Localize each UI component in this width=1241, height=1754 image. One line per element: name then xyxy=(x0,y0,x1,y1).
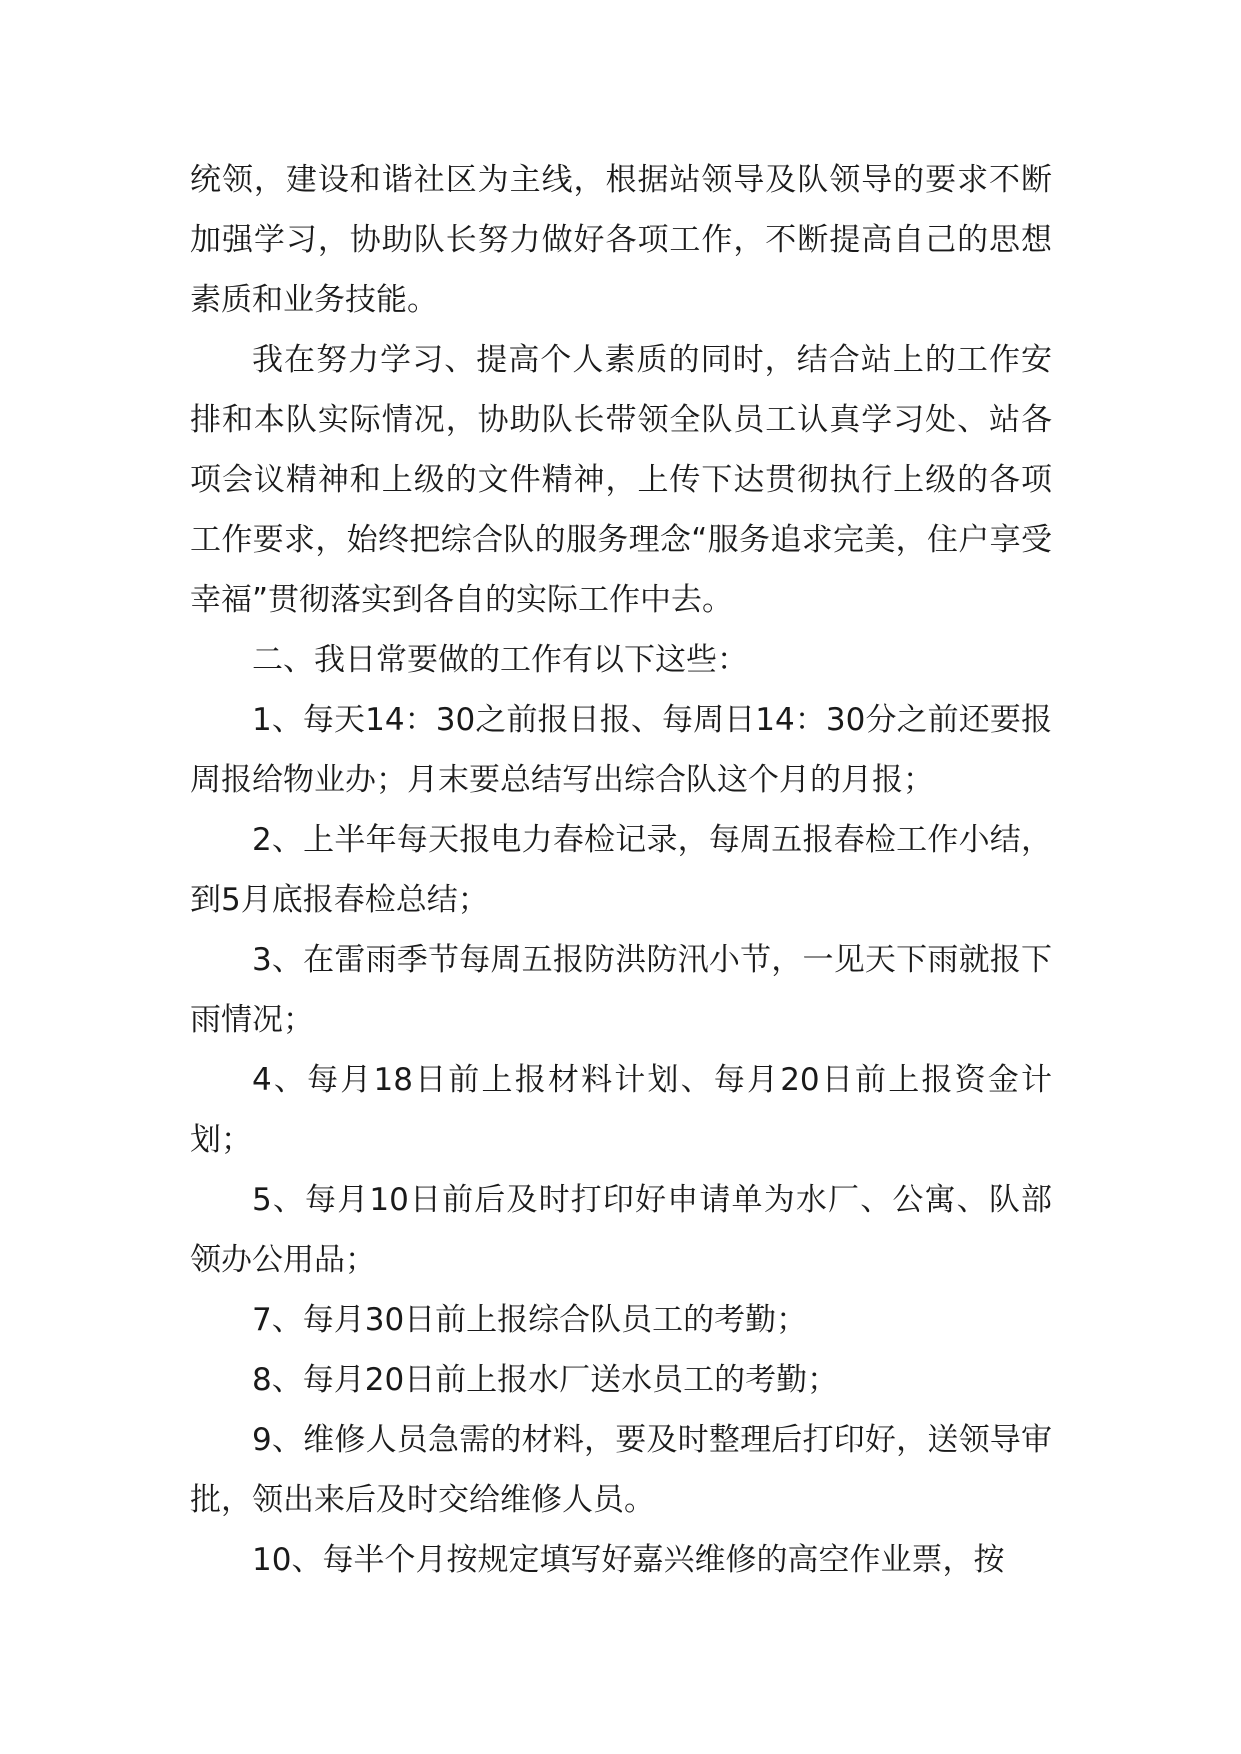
list-item-4: 4、每月18日前上报材料计划、每月20日前上报资金计划； xyxy=(190,1062,1052,1158)
list-item-7: 7、每月30日前上报综合队员工的考勤； xyxy=(252,1302,808,1338)
list-item-9: 9、维修人员急需的材料，要及时整理后打印好，送领导审批，领出来后及时交给维修人员。 xyxy=(190,1422,1052,1518)
paragraph-continuation: 统领，建设和谐社区为主线，根据站领导及队领导的要求不断加强学习，协助队长努力做好各项工作，不断提高自己的思想素质和业务技能。 xyxy=(190,162,1052,318)
list-item-5: 5、每月10日前后及时打印好申请单为水厂、公寓、队部领办公用品； xyxy=(190,1182,1052,1278)
list-item-10: 10、每半个月按规定填写好嘉兴维修的高空作业票，按 xyxy=(252,1542,1005,1578)
list-item-1: 1、每天14：30之前报日报、每周日14：30分之前还要报周报给物业办；月末要总结写出综合队这个月的月报； xyxy=(190,702,1052,798)
list-item-2: 2、上半年每天报电力春检记录，每周五报春检工作小结，到5月底报春检总结； xyxy=(190,822,1052,918)
list-item-8: 8、每月20日前上报水厂送水员工的考勤； xyxy=(252,1362,839,1398)
list-item-3: 3、在雷雨季节每周五报防洪防汛小节，一见天下雨就报下雨情况； xyxy=(190,942,1052,1038)
section-heading-daily-work: 二、我日常要做的工作有以下这些： xyxy=(252,642,748,678)
paragraph-study: 我在努力学习、提高个人素质的同时，结合站上的工作安排和本队实际情况，协助队长带领全队员工认真学习处、站各项会议精神和上级的文件精神，上传下达贯彻执行上级的各项工作要求，始终把综合队的服务理念“服务追求完美，住户享受幸福”贯彻落实到各自的实际工作中去。 xyxy=(190,342,1052,618)
document-body xyxy=(190,150,1052,1590)
